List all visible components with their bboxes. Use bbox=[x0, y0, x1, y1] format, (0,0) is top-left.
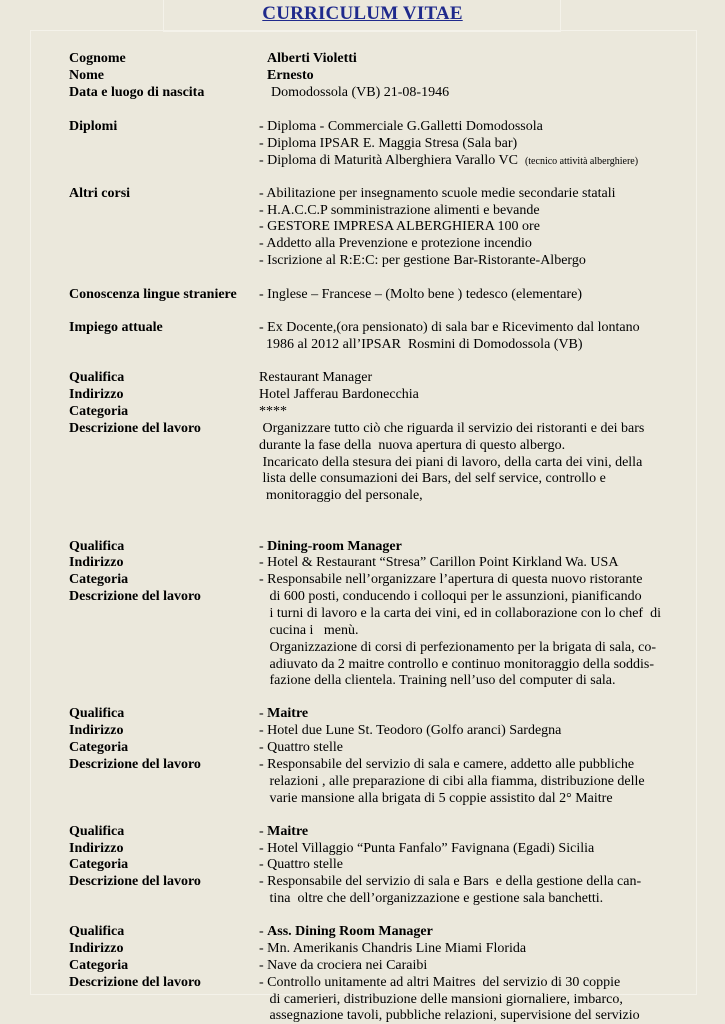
job-qualifica-prefix: - bbox=[259, 824, 268, 839]
job-qualifica-wrap bbox=[259, 705, 308, 722]
job-descrizione-line: di 600 posti, conducendo i colloqui per le assunzioni, pianificando bbox=[259, 589, 642, 604]
impiego-line: - Ex Docente,(ora pensionato) di sala bar e Ricevimento dal lontano bbox=[259, 320, 640, 335]
job-qualifica-wrap bbox=[259, 923, 433, 940]
label-descrizione: Descrizione del lavoro bbox=[69, 757, 201, 772]
job-descrizione-line: lista delle consumazioni dei Bars, del self service, controllo e bbox=[259, 471, 606, 486]
label-qualifica: Qualifica bbox=[69, 824, 125, 839]
label-descrizione: Descrizione del lavoro bbox=[69, 975, 201, 990]
corso-item: - Addetto alla Prevenzione e protezione incendio bbox=[259, 236, 532, 251]
job-indirizzo: - Mn. Amerikanis Chandris Line Miami Florida bbox=[259, 941, 527, 956]
job-categoria: - Quattro stelle bbox=[259, 740, 343, 755]
label-descrizione: Descrizione del lavoro bbox=[69, 874, 201, 889]
diploma-item: - Diploma - Commerciale G.Galletti Domodossola bbox=[259, 119, 543, 134]
job-qualifica: Maitre bbox=[267, 706, 309, 721]
job-indirizzo: Hotel Jafferau Bardonecchia bbox=[259, 387, 419, 402]
job-qualifica: Ass. Dining Room Manager bbox=[267, 924, 433, 939]
job-descrizione-line: monitoraggio del personale, bbox=[259, 488, 423, 503]
value-nome: Ernesto bbox=[267, 68, 314, 83]
corso-item: - Abilitazione per insegnamento scuole medie secondarie statali bbox=[259, 186, 616, 201]
diploma-item: - Diploma di Maturità Alberghiera Varallo VC bbox=[259, 153, 518, 168]
job-descrizione-line: tina oltre che dell’organizzazione e gestione sala banchetti. bbox=[259, 891, 604, 906]
label-indirizzo: Indirizzo bbox=[69, 941, 124, 956]
diploma-item: - Diploma IPSAR E. Maggia Stresa (Sala bar) bbox=[259, 136, 518, 151]
corso-item: - H.A.C.C.P somministrazione alimenti e bevande bbox=[259, 203, 540, 218]
job-descrizione-line: - Responsabile del servizio di sala e camere, addetto alle pubbliche bbox=[259, 757, 635, 772]
label-qualifica: Qualifica bbox=[69, 370, 125, 385]
diploma-note: (tecnico attività alberghiere) bbox=[524, 156, 639, 167]
label-diplomi: Diplomi bbox=[69, 119, 118, 134]
label-qualifica: Qualifica bbox=[69, 706, 125, 721]
job-descrizione-line: - Responsabile del servizio di sala e Bars e della gestione della can- bbox=[259, 874, 642, 889]
job-descrizione-line: relazioni , alle preparazione di cibi alla fiamma, distribuzione delle bbox=[259, 774, 645, 789]
job-descrizione-line: assegnazione tavoli, pubbliche relazioni, supervisione del servizio bbox=[259, 1008, 640, 1023]
job-qualifica: Maitre bbox=[267, 824, 309, 839]
corso-item: - GESTORE IMPRESA ALBERGHIERA 100 ore bbox=[259, 219, 540, 234]
job-descrizione-line: - Controllo unitamente ad altri Maitres del servizio di 30 coppie bbox=[259, 975, 621, 990]
label-descrizione: Descrizione del lavoro bbox=[69, 421, 201, 436]
job-descrizione-line: i turni di lavoro e la carta dei vini, ed in collaborazione con lo chef di bbox=[259, 606, 661, 621]
job-descrizione-line: Incaricato della stesura dei piani di lavoro, della carta dei vini, della bbox=[259, 455, 643, 470]
label-cognome: Cognome bbox=[69, 51, 126, 66]
job-descrizione-line: durante la fase della nuova apertura di questo albergo. bbox=[259, 438, 566, 453]
value-cognome: Alberti Violetti bbox=[267, 51, 357, 66]
job-descrizione-line: cucina i menù. bbox=[259, 623, 359, 638]
job-qualifica-wrap bbox=[259, 823, 308, 840]
label-lingue: Conoscenza lingue straniere bbox=[69, 287, 237, 302]
label-categoria: Categoria bbox=[69, 404, 129, 419]
job-qualifica-prefix: - bbox=[259, 924, 268, 939]
label-nome: Nome bbox=[69, 68, 104, 83]
label-altri-corsi: Altri corsi bbox=[69, 186, 131, 201]
label-qualifica: Qualifica bbox=[69, 539, 125, 554]
label-indirizzo: Indirizzo bbox=[69, 555, 124, 570]
label-categoria: Categoria bbox=[69, 857, 129, 872]
job-indirizzo: - Hotel Villaggio “Punta Fanfalo” Favignana (Egadi) Sicilia bbox=[259, 841, 595, 856]
job-descrizione-line: fazione della clientela. Training nell’uso del computer di sala. bbox=[259, 673, 616, 688]
job-qualifica: Dining-room Manager bbox=[267, 539, 402, 554]
label-nascita: Data e luogo di nascita bbox=[69, 85, 205, 100]
document-title: CURRICULUM VITAE bbox=[262, 3, 463, 24]
job-descrizione-line: di camerieri, distribuzione delle mansioni giornaliere, imbarco, bbox=[259, 992, 623, 1007]
job-descrizione-line: Organizzare tutto ciò che riguarda il servizio dei ristoranti e dei bars bbox=[259, 421, 645, 436]
job-indirizzo: - Hotel & Restaurant “Stresa” Carillon Point Kirkland Wa. USA bbox=[259, 555, 619, 570]
label-indirizzo: Indirizzo bbox=[69, 723, 124, 738]
job-descrizione-line: varie mansione alla brigata di 5 coppie assistito dal 2° Maitre bbox=[259, 791, 613, 806]
label-categoria: Categoria bbox=[69, 958, 129, 973]
job-categoria: - Quattro stelle bbox=[259, 857, 343, 872]
job-categoria: **** bbox=[259, 404, 287, 419]
label-qualifica: Qualifica bbox=[69, 924, 125, 939]
job-indirizzo: - Hotel due Lune St. Teodoro (Golfo aranci) Sardegna bbox=[259, 723, 562, 738]
label-indirizzo: Indirizzo bbox=[69, 387, 124, 402]
label-categoria: Categoria bbox=[69, 740, 129, 755]
job-qualifica: Restaurant Manager bbox=[259, 370, 373, 385]
value-nascita: Domodossola (VB) 21-08-1946 bbox=[271, 85, 450, 100]
diploma-item-with-note bbox=[259, 152, 638, 170]
job-qualifica-wrap bbox=[259, 538, 402, 555]
corso-item: - Iscrizione al R:E:C: per gestione Bar-Ristorante-Albergo bbox=[259, 253, 586, 268]
job-descrizione-line: adiuvato da 2 maitre controllo e continuo monitoraggio della soddis- bbox=[259, 657, 655, 672]
value-lingue: - Inglese – Francese – (Molto bene ) tedesco (elementare) bbox=[259, 287, 583, 302]
label-descrizione: Descrizione del lavoro bbox=[69, 589, 201, 604]
label-indirizzo: Indirizzo bbox=[69, 841, 124, 856]
job-qualifica-prefix: - bbox=[259, 539, 268, 554]
job-categoria: - Responsabile nell’organizzare l’apertura di questa nuovo ristorante bbox=[259, 572, 643, 587]
job-categoria: - Nave da crociera nei Caraibi bbox=[259, 958, 428, 973]
job-qualifica-prefix: - bbox=[259, 706, 268, 721]
job-descrizione-line: Organizzazione di corsi di perfezionamento per la brigata di sala, co- bbox=[259, 640, 657, 655]
label-categoria: Categoria bbox=[69, 572, 129, 587]
label-impiego: Impiego attuale bbox=[69, 320, 163, 335]
impiego-line: 1986 al 2012 all’IPSAR Rosmini di Domodossola (VB) bbox=[259, 337, 583, 352]
